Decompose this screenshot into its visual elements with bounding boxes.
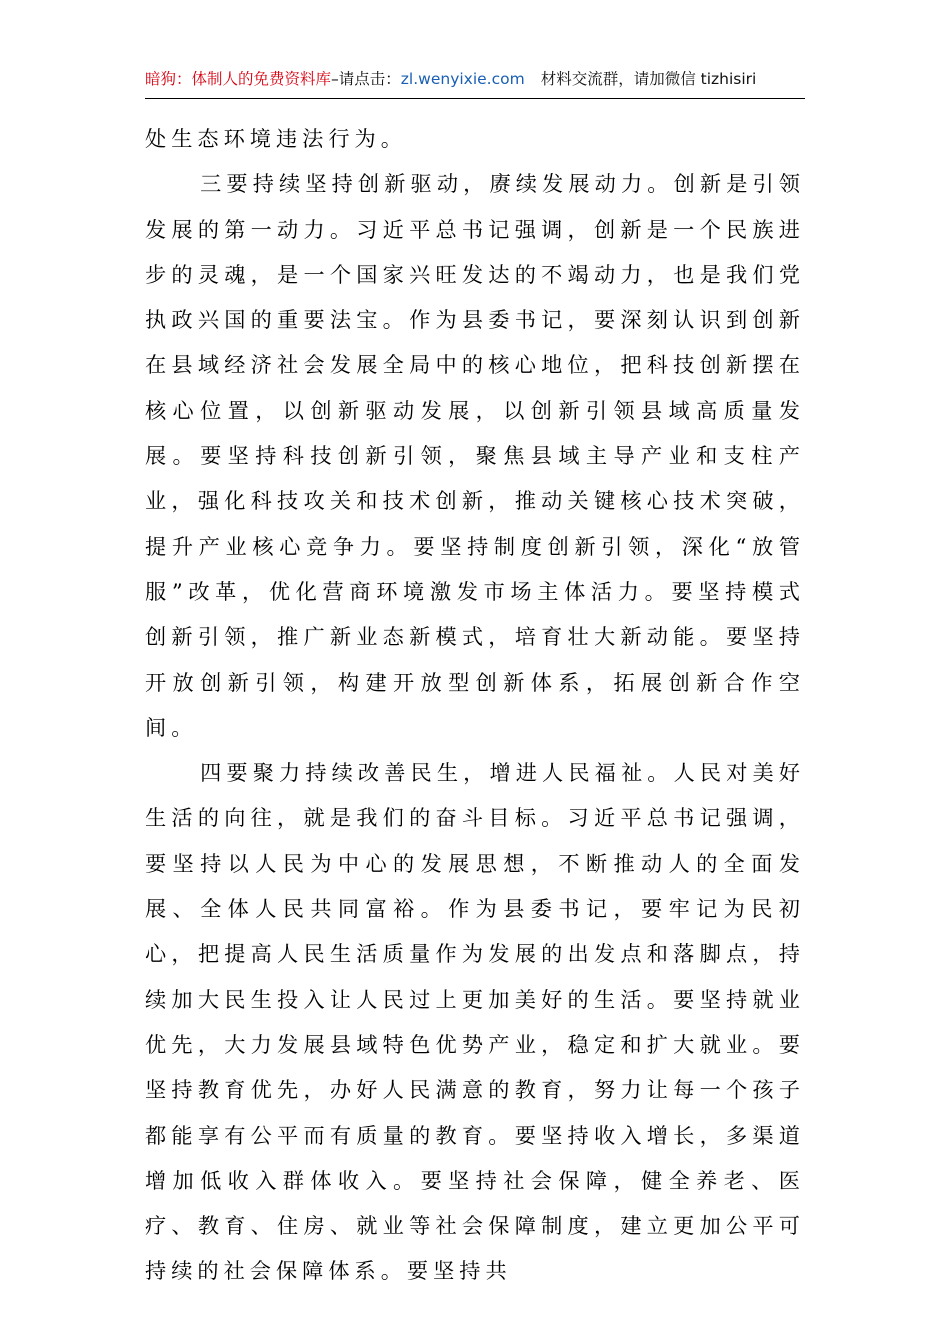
paragraph-livelihood: 四要聚力持续改善民生，增进人民福祉。人民对美好生活的向往，就是我们的奋斗目标。习近平总书记强调，要坚持以人民为中心的发展思想，不断推动人的全面发展、全体人民共同富裕。作为县委书记，要牢记为民初心，把提高人民生活质量作为发展的出发点和落脚点，持续加大民生投入让人民过上更加美好的生活。要坚持就业优先，大力发展县域特色优势产业，稳定和扩大就业。要坚持教育优先，办好人民满意的教育，努力让每一个孩子都能享有公平而有质量的教育。要坚持收入增长，多渠道增加低收入群体收入。要坚持社会保障，健全养老、医疗、教育、住房、就业等社会保障制度，建立更加公平可持续的社会保障体系。要坚持共 [145,760,805,1284]
header-click-prefix: –请点击： [331,70,401,88]
header-brand-text: 暗狗：体制人的免费资料库 [145,70,332,88]
header-group-text: 材料交流群，请加微信 tizhisiri [540,70,757,88]
document-body [145,116,805,1294]
page-header [145,68,805,99]
paragraph-innovation: 三要持续坚持创新驱动，赓续发展动力。创新是引领发展的第一动力。习近平总书记强调，创新是一个民族进步的灵魂，是一个国家兴旺发达的不竭动力，也是我们党执政兴国的重要法宝。作为县委书记，要深刻认识到创新在县域经济社会发展全局中的核心地位，把科技创新摆在核心位置，以创新驱动发展，以创新引领县域高质量发展。要坚持科技创新引领，聚焦县域主导产业和支柱产业，强化科技攻关和技术创新，推动关键核心技术突破，提升产业核心竞争力。要坚持制度创新引领，深化“放管服”改革，优化营商环境激发市场主体活力。要坚持模式创新引领，推广新业态新模式，培育壮大新动能。要坚持开放创新引领，构建开放型创新体系，拓展创新合作空间。 [145,171,805,740]
header-url-link[interactable]: zl.wenyixie.com [400,70,525,88]
paragraph-continuation: 处生态环境违法行为。 [145,126,407,151]
